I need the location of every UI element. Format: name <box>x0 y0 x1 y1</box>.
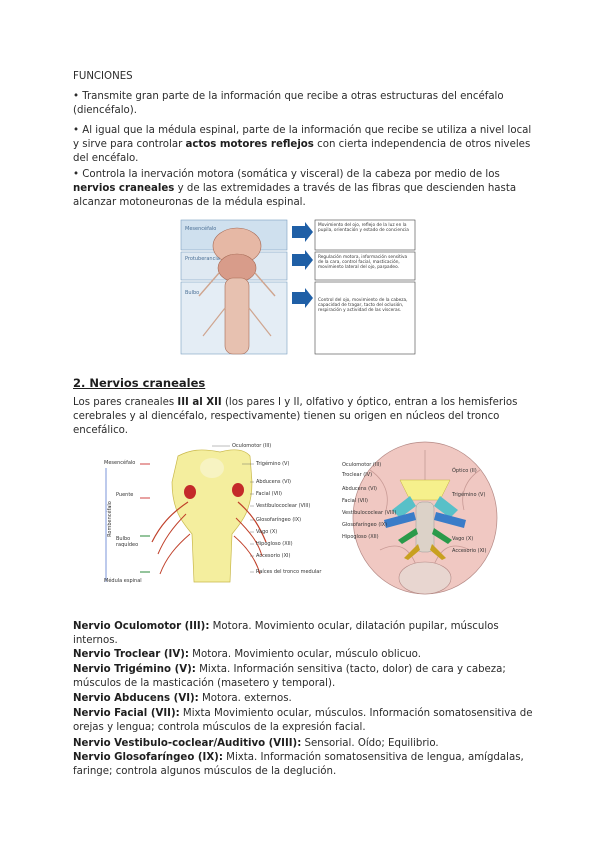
nerve-glosofaringeo <box>73 751 533 779</box>
bullet-2-text: • Al igual que la médula espinal, parte de la información que recibe se utiliza a nivel local y sirve para controlar <box>73 125 532 150</box>
nerve-vestibulococlear <box>73 737 533 751</box>
label-abducens: Abducens (VI) <box>256 479 291 485</box>
label3-vago: Vago (X) <box>452 536 474 542</box>
row-label-protuberancia: Protuberancia <box>185 256 220 262</box>
label-oculomotor: Oculomotor (III) <box>232 443 272 449</box>
nerve-name: Nervio Facial (VII): <box>73 708 180 719</box>
bullet-2-bold: actos motores reflejos <box>185 139 314 150</box>
label-medula: Médula espinal <box>104 578 142 584</box>
bullet-1: • Transmite gran parte de la información que recibe a otras estructuras del encéfalo (diencéfalo). <box>73 91 504 116</box>
label-facial: Facial (VII) <box>256 491 282 497</box>
label-glosofaringeo: Glosofaríngeo (IX) <box>256 517 302 523</box>
bullet-2-text-end: con cierta independencia de otros niveles del encéfalo. <box>73 139 531 164</box>
nerve-desc: Mixta. Información sensitiva (tacto, dolor) de cara y cabeza; músculos de la masticación (masetero y temporal). <box>73 664 506 689</box>
label3-vestibulococlear: Vestibulococlear (VIII) <box>342 510 397 516</box>
bullet-3-text-end: y de las extremidades a través de las fibras que descienden hasta alcanzar motoneuronas de la médula espinal. <box>73 183 517 208</box>
label3-glosofaringeo: Glosofaríngeo (IX) <box>342 522 388 528</box>
nerve-name: Nervio Glosofaríngeo (IX): <box>73 752 223 763</box>
label3-accesorio: Accesorio (XI) <box>452 548 487 554</box>
bullet-2 <box>73 124 533 166</box>
section-heading-funciones: FUNCIONES <box>73 71 133 82</box>
nerve-desc: Motora. Movimiento ocular, músculo oblicuo. <box>188 649 421 660</box>
label3-trigemino: Trigémino (V) <box>452 492 486 498</box>
row-desc-protuberancia: Regulación motora, información sensitiva de la cara, control facial, masticación, movimiento lateral del ojo, parpadeo. <box>318 255 408 270</box>
nerve-name: Nervio Troclear (IV): <box>73 649 189 660</box>
label3-troclear: Troclear (IV) <box>342 472 373 478</box>
nerve-troclear <box>73 648 533 662</box>
brainstem-functions-figure <box>179 218 417 356</box>
label-accesorio: Accesorio (XI) <box>256 553 291 559</box>
row-desc-bulbo: Control del ojo, movimiento de la cabeza, capacidad de tragar, tacto del oclusión, respiración y actividad de las vísceras. <box>318 298 408 313</box>
row-desc-mesencefalo: Movimiento del ojo, reflejo de la luz en la pupila, orientación y estado de conciencia <box>318 223 409 233</box>
label3-facial: Facial (VII) <box>342 498 368 504</box>
label3-hipogloso: Hipogloso (XII) <box>342 534 379 540</box>
brain-base-figure <box>340 440 510 600</box>
nerve-abducens <box>73 692 533 706</box>
nerve-facial <box>73 707 533 735</box>
nerve-desc: Motora. externos. <box>198 693 292 704</box>
nerve-name: Nervio Abducens (VI): <box>73 693 199 704</box>
intro-bold: III al XII <box>177 397 222 408</box>
nerve-name: Nervio Oculomotor (III): <box>73 621 210 632</box>
label-bulbo: Bulbo raquídeo <box>116 536 139 548</box>
cranial-nerves-brainstem-figure <box>100 442 340 592</box>
label-rombencefalo: Rombencéfalo <box>106 501 113 537</box>
nerve-desc: Mixta Movimiento ocular, músculos. Información somatosensitiva de orejas y lengua; controla músculos de la expresión facial. <box>73 708 533 733</box>
nerve-desc: Sensorial. Oído; Equilibrio. <box>301 738 439 749</box>
row-label-bulbo: Bulbo <box>185 290 200 296</box>
row-label-mesencefalo: Mesencéfalo <box>185 226 217 232</box>
section2-intro <box>73 396 533 438</box>
nerve-desc: Motora. Movimiento ocular, dilatación pupilar, músculos internos. <box>73 621 499 646</box>
intro-text: Los pares craneales <box>73 397 178 408</box>
brainstem-illustration <box>179 218 417 356</box>
intro-text-end: (los pares I y II, olfativo y óptico, entran a los hemisferios cerebrales y al diencéfalo, respectivamente) tienen su origen en núcleos del tronco encefálico. <box>73 397 518 436</box>
label-raices: Raíces del tronco medular <box>256 569 322 575</box>
label-vago: Vago (X) <box>256 529 278 535</box>
label-trigemino: Trigémino (V) <box>256 461 290 467</box>
label3-oculomotor: Oculomotor (III) <box>342 462 382 468</box>
label-hipogloso: Hipogloso (XII) <box>256 541 293 547</box>
nerve-oculomotor <box>73 620 533 648</box>
nerve-desc: Mixta. Información somatosensitiva de lengua, amígdalas, faringe; controla algunos músculos de la deglución. <box>73 752 524 777</box>
label-puente: Puente <box>116 492 134 498</box>
nerve-name: Nervio Vestibulo-coclear/Auditivo (VIII): <box>73 738 302 749</box>
section-heading-nervios: 2. Nervios craneales <box>73 376 206 390</box>
nerve-name: Nervio Trigémino (V): <box>73 664 196 675</box>
label-vestibulococlear: Vestibulococlear (VIII) <box>256 503 311 509</box>
bullet-3-bold: nervios craneales <box>73 183 175 194</box>
bullet-3 <box>73 168 533 210</box>
nerve-trigemino <box>73 663 533 691</box>
bullet-3-text: • Controla la inervación motora (somática y visceral) de la cabeza por medio de los <box>73 169 500 180</box>
label-mesencefalo: Mesencéfalo <box>104 460 136 466</box>
label3-abducens: Abducens (VI) <box>342 486 377 492</box>
label3-optico: Óptico (II) <box>452 468 477 474</box>
